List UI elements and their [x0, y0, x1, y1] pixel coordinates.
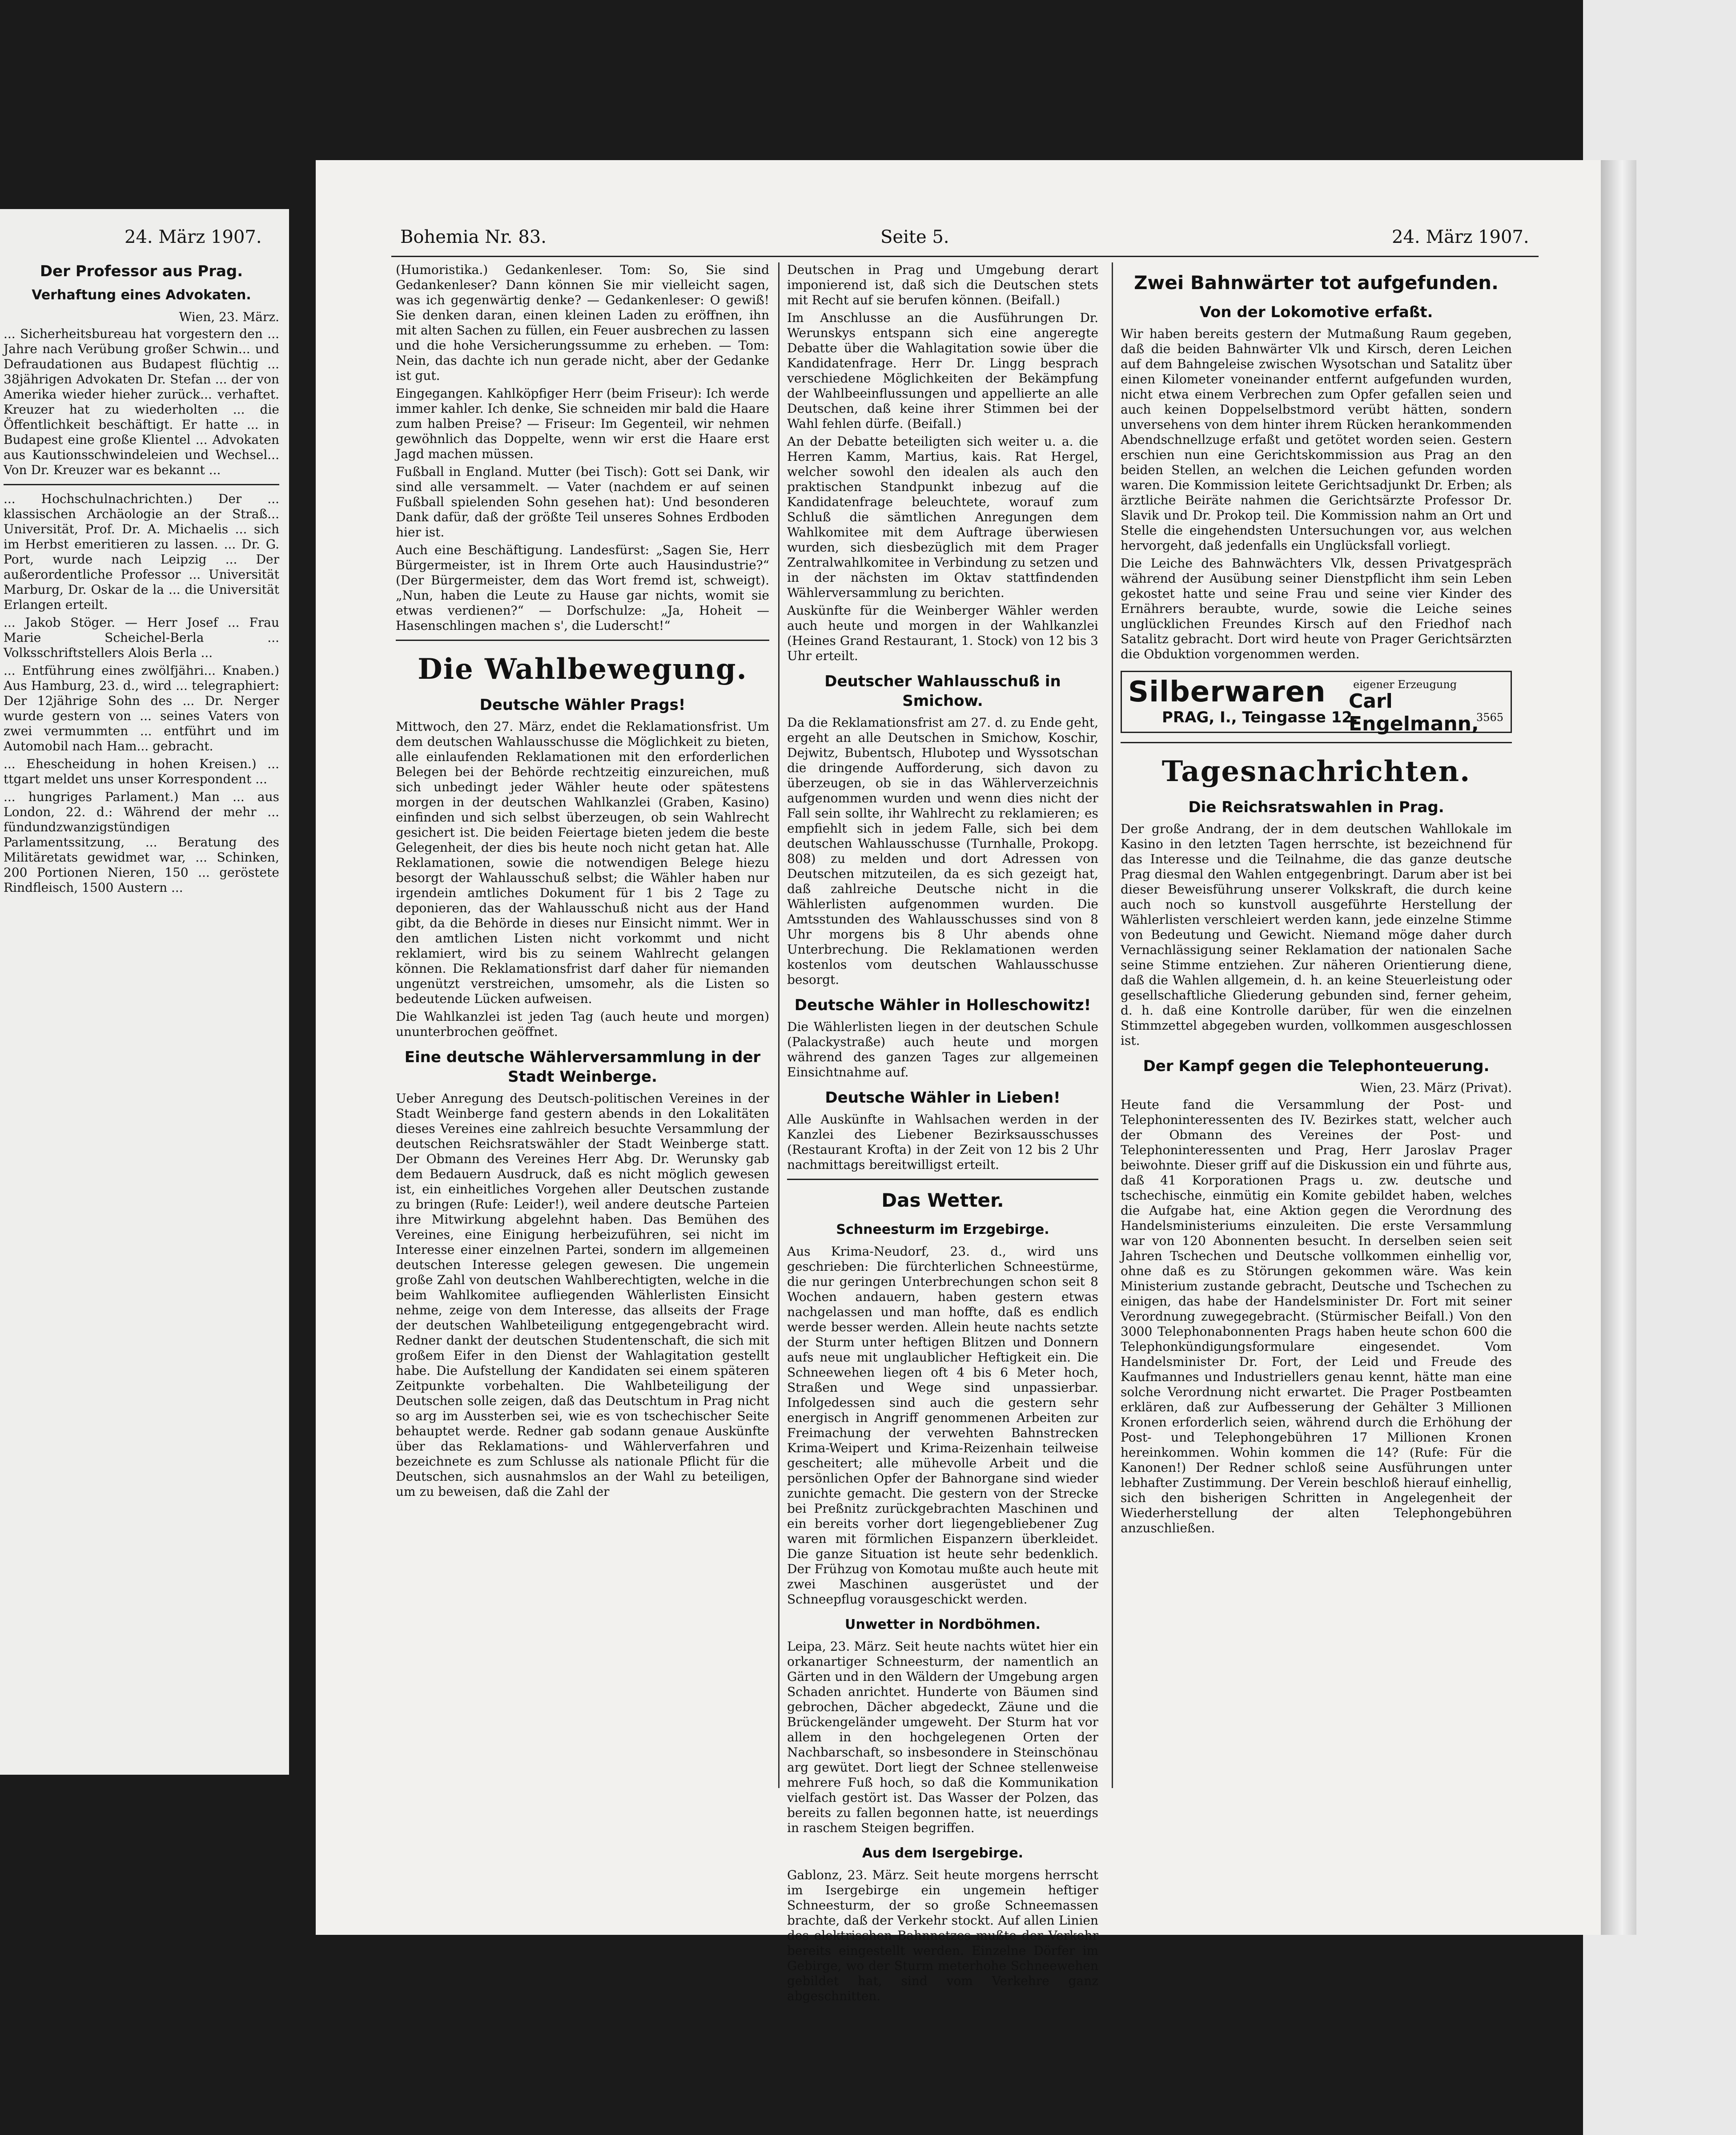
article-lieben: Alle Auskünfte in Wahlsachen werden in der Kanzlei des Liebener Bezirksausschusses (Restaurant Krofta) in der Zeit von 12 bis 2 Uhr nachmittags bereitwilligst erteilt.	[787, 1112, 1098, 1172]
left-text-2: ... Hochschulnachrichten.) Der ... klassischen Archäologie an der Straß... Universität, Prof. Dr. A. Michaelis ... sich im Herbst emeritieren zu lassen. ... Dr. G. Port, wurde nach Leipzig ... Der außerordentliche Professor ... Universität Marburg, Dr. Oskar de la ... die Universität Erlangen erteilt.	[4, 491, 279, 612]
headline-lieben: Deutsche Wähler in Lieben!	[825, 1089, 1061, 1107]
section-title-wahlbewegung: Die Wahlbewegung.	[418, 653, 747, 686]
column-rule-2	[1112, 262, 1113, 1788]
left-page-date: 24. März 1907.	[125, 227, 262, 247]
left-text-3: ... Jakob Stöger. — Herr Josef ... Frau Marie Scheichel-Berla ... Volksschriftstellers Alois Berla ...	[4, 615, 279, 660]
section-title-wetter: Das Wetter.	[881, 1189, 1004, 1211]
headline-isergebirge: Aus dem Isergebirge.	[862, 1845, 1024, 1861]
left-heading: Der Professor aus Prag.	[40, 262, 243, 280]
headline-holleschowitz: Deutsche Wähler in Holleschowitz!	[794, 996, 1091, 1014]
left-page-column	[4, 254, 279, 898]
article-reklamationsfrist: Mittwoch, den 27. März, endet die Reklamationsfrist. Um dem deutschen Wahlausschusse die Möglichkeit zu bieten, alle einlaufenden Reklamationen mit den erforderlichen Belegen bei der Behörde rechtzeitig einzureichen, muß sich unbedingt jeder Wähler heute oder spätestens morgen in der deutschen Wahlkanzlei (Graben, Kasino) einfinden und sich selbst überzeugen, ob sein Wahlrecht gesichert ist. Die beiden Feiertage bieten jedem die beste Gelegenheit, der dies bis heute noch nicht getan hat. Alle Reklamationen, sowie die notwendigen Belege hiezu besorgt der Wahlausschuß selbst; die Wähler haben nur irgendein amtliches Dokument für 1 bis 2 Tage zu deponieren, das der Wahlausschuß nicht aus der Hand gibt, da die Behörde in dieses nur Einsicht nimmt. Wer in den amtlichen Listen nicht vorkommt und nicht reklamiert, wird bis zu seinem Wahlrecht gelangen können. Die Reklamationsfrist darf daher für niemanden ungenützt verstreichen, umsomehr, als die Listen so bedeutende Lücken aufweisen.	[396, 719, 769, 1006]
left-text-1: ... Sicherheitsbureau hat vorgestern den ... Jahre nach Verübung großer Schwin... und Defraudationen aus Budapest flüchtig ... 38jährigen Advokaten Dr. Stefan ... der von Amerika wieder hieher zurück... verhaftet. Kreuzer hat zu wiederholten ... die Öffentlichkeit beschäftigt. Er hatte ... in Budapest eine große Klientel ... Advokaten aus Kautionsschwindeleien und Wechsel... Von Dr. Kreuzer war es bekannt ...	[4, 326, 279, 477]
newspaper-page	[316, 160, 1601, 2003]
left-rule	[4, 484, 279, 485]
ad-code: 3565	[1476, 711, 1503, 724]
humor-eingegangen: Eingegangen. Kahlköpfiger Herr (beim Friseur): Ich werde immer kahler. Ich denke, Sie schneiden mir bald die Haare zum halben Preise? — Friseur: Im Gegenteil, wir nehmen gewöhnlich das Doppelte, wenn wir erst die Haare erst Jagd machen müssen.	[396, 386, 769, 461]
paper-name: Bohemia Nr. 83.	[400, 227, 547, 247]
article-debatte-2: An der Debatte beteiligten sich weiter u. a. die Herren Kamm, Martius, kais. Rat Hergel, welcher sowohl den idealen als auch den praktischen Standpunkt inbezug auf die Kandidatenfrage beleuchtete, worauf zum Schluß die sämtlichen Anregungen dem Wahlkomitee mit dem Auftrage überwiesen wurden, sich diesbezüglich mit dem Prager Zentralwahlkomitee in Verbindung zu setzen und in der nächsten im Oktav stattfindenden Wählerversammlung zu berichten.	[787, 434, 1098, 600]
page-header	[316, 227, 1601, 254]
article-smichow: Da die Reklamationsfrist am 27. d. zu Ende geht, ergeht an alle Deutschen in Smichow, Koschir, Dejwitz, Bubentsch, Hlubotep und Wyssotschan die dringende Aufforderung, sich davon zu überzeugen, ob sie in das Wählerverzeichnis aufgenommen wurden und wenn dies nicht der Fall sein sollte, ihr Wahlrecht zu reklamieren; es empfiehlt sich in jedem Falle, sich bei dem deutschen Wahlausschusse (Turnhalle, Prokopg. 808) zu melden und dort Adressen von Deutschen mitzuteilen, da es sich gezeigt hat, daß zahlreiche Deutsche nicht in die Wählerlisten aufgenommen wurden. Die Amtsstunden des Wahlausschusses sind von 8 Uhr morgens bis 8 Uhr abends ohne Unterbrechung. Die Reklamationen werden kostenlos vom deutschen Wahlausschusse besorgt.	[787, 715, 1098, 987]
left-dateline: Wien, 23. März.	[179, 310, 279, 324]
left-text-4: ... Entführung eines zwölfjähri... Knaben.) Aus Hamburg, 23. d., wird ... telegraphiert: Der 12jährige Sohn des ... Dr. Nerger wurde gestern von ... seines Vaters von zwei vermummten ... entführt und im Automobil nach Ham... gebracht.	[4, 663, 279, 753]
column-2	[787, 262, 1098, 2006]
ad-tagline: eigener Erzeugung	[1353, 678, 1457, 691]
headline-reichsratswahlen: Die Reichsratswahlen in Prag.	[1188, 798, 1444, 816]
ad-address: PRAG, I., Teingasse 12.	[1162, 709, 1358, 726]
humor-gedankenleser: (Humoristika.) Gedankenleser. Tom: So, Sie sind Gedankenleser? Dann können Sie mir vielleicht sagen, was ich gegenwärtig denke? — Gedankenleser: O gewiß! Sie denken daran, einen kleinen Laden zu eröffnen, ihn mit alten Sachen zu füllen, ein Feuer ausbrechen zu lassen und die hohe Versicherungssumme zu erheben. — Tom: Nein, das dachte ich nun gerade nicht, aber der Gedanke ist gut.	[396, 262, 769, 383]
article-auskuenfte-weinberge: Auskünfte für die Weinberger Wähler werden auch heute und morgen in der Wahlkanzlei (Heines Grand Restaurant, 1. Stock) von 12 bis 3 Uhr erteilt.	[787, 603, 1098, 663]
article-reichsratswahlen: Der große Andrang, der in dem deutschen Wahllokale im Kasino in den letzten Tagen herrschte, ist bezeichnend für das Interesse und die Teilnahme, die das ganze deutsche Prag diesmal den Wahlen entgegenbringt. Darum aber ist bei dieser Beweisführung unserer Volkskraft, die durch keine auch noch so kunstvoll ausgeführte Herstellung der Wählerlisten verschleiert werden kann, jede einzelne Stimme von Bedeutung und Gewicht. Niemand möge daher durch Vernachlässigung seiner Reklamation der nationalen Sache seine Stimme entziehen. Zur näheren Orientierung diene, daß die Wahlen allgemein, d. h. an keine Steuerleistung oder gesellschaftliche Gliederung gebunden sind, ferner geheim, d. h. daß eine Kontrolle darüber, für wen die einzelnen Stimmzettel abgegeben wurden, vollkommen ausgeschlossen ist.	[1121, 822, 1512, 1048]
article-erzgebirge: Aus Krima-Neudorf, 23. d., wird uns geschrieben: Die fürchterlichen Schneestürme, die nur geringen Unterbrechungen schon seit 8 Wochen andauern, haben gestern etwas nachgelassen und man hoffte, daß es endlich werde besser werden. Allein heute nachts setzte der Sturm unter heftigen Blitzen und Donnern aufs neue mit unglaublicher Heftigkeit ein. Die Schneewehen liegen oft 4 bis 6 Meter hoch, Straßen und Wege sind unpassierbar. Infolgedessen sind auch die gestern sehr energisch in Angriff genommenen Arbeiten zur Freimachung der verwehten Bahnstrecken Krima-Weipert und Krima-Reizenhain teilweise gescheitert; alle mühevolle Arbeit und die persönlichen Opfer der Bahnorgane sind wieder zunichte gemacht. Die gestern von der Strecke bei Preßnitz zurückgebrachten Maschinen und ein bereits vorher dort liegengebliebener Zug waren mit förmlichen Eispanzern überkleidet. Die ganze Situation ist heute sehr bedenklich. Der Frühzug von Komotau mußte auch heute mit zwei Maschinen ausgerüstet und der Schneepflug vorausgeschickt werden.	[787, 1244, 1098, 1607]
article-telephonteuerung: Heute fand die Versammlung der Post- und Telephoninteressenten des IV. Bezirkes statt, welcher auch der Obmann des Vereines der Post- und Telephoninteressenten und Prag, Herr Jaroslav Prager beiwohnte. Dieser griff auf die Diskussion ein und führte aus, daß 41 Korporationen Prags u. zw. deutsche und tschechische, einmütig ein Komite gebildet haben, welches die Aufgabe hat, eine Aktion gegen die Verordnung des Handelsministeriums einzuleiten. Die erste Versammlung war von 120 Abonnenten besucht. In derselben seien seit Jahren Tschechen und Deutsche vollkommen einhellig vor, ohne daß es zu Störungen gekommen wäre. Was kein Ministerium zustande gebracht, Deutsche und Tschechen zu einigen, das habe der Handelsminister Dr. Fort mit seiner Verordnung zuwegegebracht. (Stürmischer Beifall.) Von den 3000 Telephonabonnenten Prags haben heute schon 600 die Telephonkündigungsformulare eingesendet. Vom Handelsminister Dr. Fort, der Leid und Freude des Kaufmannes und Industriellers genau kennt, hätte man eine solche Verordnung nicht erwartet. Die Prager Postbeamten erklären, daß zur Aufbesserung der Gehälter 3 Millionen Kronen erforderlich seien, während durch die Erhöhung der Post- und Telephongebühren 17 Millionen Kronen hereinkommen. Wohin kommen die 14? (Rufe: Für die Kanonen!) Der Redner schloß seine Ausführungen unter lebhafter Zustimmung. Der Verein beschloß hierauf einhellig, sich den bisherigen Schritten in Angelegenheit der Wiederherstellung der alten Telephongebühren anzuschließen.	[1121, 1097, 1512, 1535]
headline-telephonteuerung: Der Kampf gegen die Telephonteuerung.	[1143, 1057, 1490, 1075]
column-1	[396, 262, 769, 1502]
article-nordboehmen: Leipa, 23. März. Seit heute nachts wütet hier ein orkanartiger Schneesturm, der namentlich an Gärten und in den Wäldern der Umgebung argen Schaden anrichtet. Hunderte von Bäumen sind gebrochen, Dächer abgedeckt, Zäune und die Brückengeländer umgeweht. Der Sturm hat vor allem in den hochgelegenen Orten der Nachbarschaft, so insbesondere in Steinschönau arg gewütet. Dort liegt der Schnee stellenweise mehrere Fuß hoch, so daß die Kommunikation vielfach gestört ist. Das Wasser der Polzen, das bereits zu fallen begonnen hatte, ist neuerdings in raschem Steigen begriffen.	[787, 1639, 1098, 1835]
humor-fussball: Fußball in England. Mutter (bei Tisch): Gott sei Dank, wir sind alle versammelt. — Vater (nachdem er auf seinen Fußball spielenden Sohn gesehen hat): Und besonderen Dank dafür, daß der größte Teil unseres Sohnes Erdboden hier ist.	[396, 464, 769, 540]
left-subheading: Verhaftung eines Advokaten.	[32, 287, 251, 303]
article-holleschowitz: Die Wählerlisten liegen in der deutschen Schule (Palackystraße) auch heute und morgen während des ganzen Tages zur allgemeinen Einsichtnahme auf.	[787, 1019, 1098, 1080]
section-rule-3	[1121, 742, 1512, 743]
column-rule-1	[778, 262, 780, 1788]
article-isergebirge: Gablonz, 23. März. Seit heute morgens herrscht im Isergebirge ein ungemein heftiger Schneesturm, der so große Schneemassen brachte, daß der Verkehr stockt. Auf allen Linien des elektrischen Bahnnetzes mußte der Verkehr bereits eingestellt werden. Einzelne Dörfer im Gebirge, wo der Sturm meterhohe Schneewehen gebildet hat, sind vom Verkehre ganz abgeschnitten.	[787, 1868, 1098, 2003]
article-debatte: Im Anschlusse an die Ausführungen Dr. Werunskys entspann sich eine angeregte Debatte über die Wahlagitation sowie über die Kandidatenfrage. Herr Dr. Lingg besprach verschiedene Möglichkeiten der Bekämpfung der Wahlbeeinflussungen und appellierte an alle Deutschen, daß keine ihrer Stimmen bei der Wahl fehlen dürfe. (Beifall.)	[787, 310, 1098, 431]
article-bahnwaerter-2: Die Leiche des Bahnwächters Vlk, dessen Privatgespräch während der Ausübung seiner Dienstpflicht ihm sein Leben gekostet hatte und seine Frau und seine vier Kinder des Ernährers beraubte, wurde, sowie die Leiche seines unglücklichen Freundes Kirsch auf den Friedhof nach Satalitz gebracht. Dort wird heute von Prager Gerichtsärzten die Obduktion vorgenommen werden.	[1121, 556, 1512, 661]
issue-date: 24. März 1907.	[1392, 227, 1529, 247]
page-edge	[1601, 160, 1636, 1935]
section-rule-2	[787, 1179, 1098, 1180]
left-page	[0, 209, 289, 1775]
headline-erzgebirge: Schneesturm im Erzgebirge.	[836, 1222, 1049, 1237]
headline-smichow: Deutscher Wahlausschuß in Smichow.	[824, 673, 1061, 710]
header-rule	[391, 256, 1539, 257]
section-rule	[396, 640, 769, 641]
headline-weinberge: Eine deutsche Wählerversammlung in der Stadt Weinberge.	[404, 1048, 761, 1086]
left-text-5: ... Ehescheidung in hohen Kreisen.) ... ttgart meldet uns unser Korrespondent ...	[4, 757, 279, 786]
section-title-tagesnachrichten: Tagesnachrichten.	[1161, 755, 1471, 788]
ad-firm: Carl Engelmann,	[1349, 690, 1479, 735]
subheadline-lokomotive: Von der Lokomotive erfaßt.	[1199, 303, 1433, 321]
article-weinberge: Ueber Anregung des Deutsch-politischen Vereines in der Stadt Weinberge fand gestern abends in den Lokalitäten dieses Vereines eine zahlreich besuchte Versammlung der deutschen Reichsratswähler der Stadt Weinberge statt. Der Obmann des Vereines Herr Abg. Dr. Werunsky gab dem Bedauern Ausdruck, daß es nicht möglich gewesen ist, ein einheitliches Vorgehen aller Deutschen zustande zu bringen (Rufe: Leider!), weil andere deutsche Parteien ihre Mitwirkung abgelehnt haben. Das Bemühen des Vereines, eine Einigung herbeizuführen, sei nicht im Interesse einer einzelnen Partei, sondern im allgemeinen deutschen Interesse gelegen gewesen. Die ungemein große Zahl von deutschen Wahlberechtigten, welche in die beim Wahlkomitee aufliegenden Wählerlisten Einsicht nehme, zeige von dem Interesse, das allseits der Frage der deutschen Wahlbeteiligung entgegengebracht wird. Redner dankt der deutschen Studentenschaft, die sich mit großem Eifer in den Dienst der Wahlagitation gestellt habe. Die Aufstellung der Kandidaten sei einem späteren Zeitpunkte vorbehalten. Die Wahlbeteiligung der Deutschen solle zeigen, daß das Deutschtum in Prag nicht so arg im Aussterben sei, wie es von tschechischer Seite behauptet werde. Redner gab sodann genaue Auskünfte über das Reklamations- und Wählerverfahren und bezeichnete es zum Schlusse als nationale Pflicht für die Deutschen, sich ausnahmslos an der Wahl zu beteiligen, um zu beweisen, daß die Zahl der	[396, 1091, 769, 1499]
ad-brand: Silberwaren	[1128, 676, 1326, 709]
article-bahnwaerter: Wir haben bereits gestern der Mutmaßung Raum gegeben, daß die beiden Bahnwärter Vlk und Kirsch, deren Leichen auf dem Bahngeleise zwischen Wysotschan und Satalitz über einen Kilometer voneinander entfernt aufgefunden wurden, nicht etwa einem Verbrechen zum Opfer gefallen seien und auch keinen Doppelselbstmord verübt hätten, sondern unversehens von dem hinter ihrem Rücken herankommenden Abendschnellzuge erfaßt und getötet worden seien. Gestern erschien nun eine Gerichtskommission aus Prag an den beiden Stellen, an welchen die Leichen gefunden worden waren. Die Kommission leitete Gerichtsadjunkt Dr. Erben; als ärztliche Beiräte nahmen die Gerichtsärzte Professor Dr. Slavik und Dr. Prokop teil. Die Kommission nahm an Ort und Stelle die eingehendsten Untersuchungen vor, aus welchen hervorgeht, daß jedenfalls ein Unglücksfall vorliegt.	[1121, 326, 1512, 553]
page-number: Seite 5.	[880, 227, 949, 247]
article-wahlkanzlei: Die Wahlkanzlei ist jeden Tag (auch heute und morgen) ununterbrochen geöffnet.	[396, 1009, 769, 1039]
headline-nordboehmen: Unwetter in Nordböhmen.	[845, 1617, 1041, 1632]
column-3	[1121, 262, 1512, 1539]
headline-deutsche-waehler-prags: Deutsche Wähler Prags!	[479, 696, 686, 714]
headline-bahnwaerter: Zwei Bahnwärter tot aufgefunden.	[1134, 272, 1499, 294]
article-weinberge-cont: Deutschen in Prag und Umgebung derart imponierend ist, daß sich die Deutschen stets mit Recht auf sie berufen können. (Beifall.)	[787, 262, 1098, 307]
humor-beschaeftigung: Auch eine Beschäftigung. Landesfürst: „Sagen Sie, Herr Bürgermeister, ist in Ihrem Orte auch Hausindustrie?“ (Der Bürgermeister, dem das Wort fremd ist, schweigt). „Nun, haben die Leute zu Hause gar nichts, womit sie etwas verdienen?“ — Dorfschulze: „Ja, Hoheit — Hasenschlingen machen s', die Luderscht!“	[396, 543, 769, 633]
left-text-6: ... hungriges Parlament.) Man ... aus London, 22. d.: Während der mehr ... fündundzwanzigstündigen Parlamentssitzung, ... Beratung des Militäretats gewidmet war, ... Schinken, 200 Portionen Nieren, 150 ... geröstete Rindfleisch, 1500 Austern ...	[4, 790, 279, 895]
advertisement-silberwaren	[1121, 671, 1512, 733]
dateline-wien: Wien, 23. März (Privat).	[1360, 1080, 1512, 1095]
